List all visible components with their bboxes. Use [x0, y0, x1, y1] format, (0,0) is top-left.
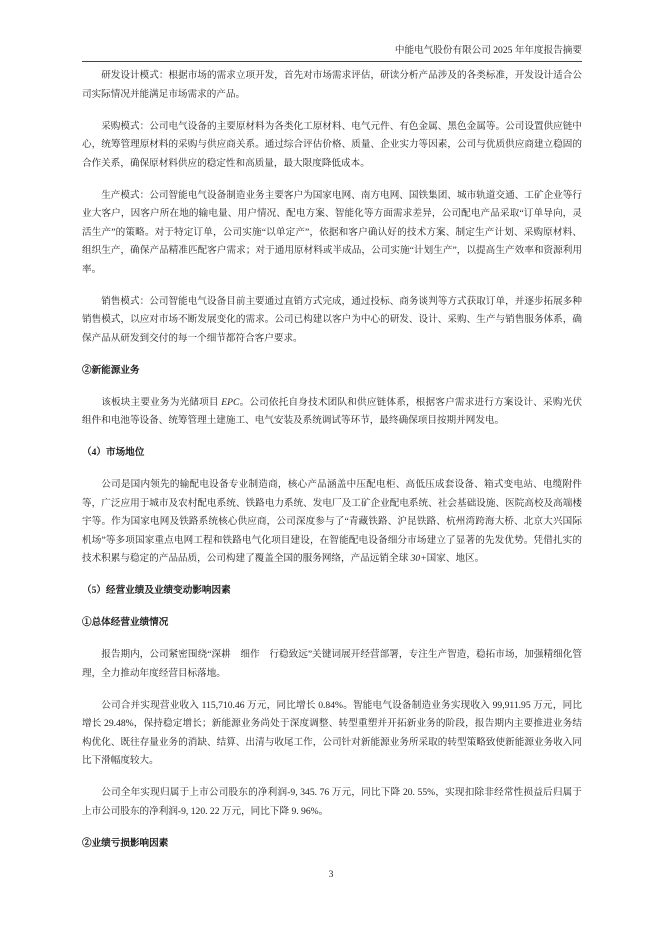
market-position-text-count: 30+ — [410, 553, 427, 564]
heading-overall-performance: ①总体经营业绩情况 — [82, 617, 169, 628]
heading-loss-factors: ②业绩亏损影响因素 — [82, 837, 169, 849]
paragraph-overall-intro: 报告期内，公司紧密围绕“深耕 细作 行稳致远”关键词展开经营部署，专注生产智造，稳拓市场，加强精细化管理，全力推动年度经营目标落地。 — [82, 649, 582, 679]
new-energy-text-end: 。公司依托自身技术团队和供应链体系，根据客户需求进行方案设计、采购光伏组件和电池等设备、统筹管理土建施工、电气安装及系统调试等环节，最终确保项目按期并网发电。 — [82, 396, 582, 426]
paragraph-rd-design-mode: 研发设计模式：根据市场的需求立项开发，首先对市场需求评估，研读分析产品涉及的各类标准，开发设计适合公司实际情况并能满足市场需求的产品。 — [82, 70, 582, 100]
heading-performance-factors: （5）经营业绩及业绩变动影响因素 — [82, 585, 231, 596]
paragraph-production-mode: 生产模式：公司智能电气设备制造业务主要客户为国家电网、南方电网、国铁集团、城市轨道交通、工矿企业等行业大客户，因客户所在地的输电量、用户情况、配电方案、智能化等方面需求差异，公司配电产品采取“订单导向，灵活生产”的策略。对于特定订单，公司实施“以单定产”，依据和客户确认好的技术方案、制定生产计划、采购原材料、组织生产，确保产品精准匹配客户需求；对于通用原材料或半成品，公司实施“计划生产”，以提高生产效率和资源利用率。 — [82, 189, 582, 275]
heading-new-energy-business: ②新能源业务 — [82, 364, 140, 376]
paragraph-revenue: 公司合并实现营业收入 115,710.46 万元，同比增长 0.84%。智能电气设备制造业务实现收入 99,911.95 万元，同比增长 29.48%，保持稳定增长；新能源业务尚处于深度调整、转型重塑并开拓新业务的阶段，报告期内主要推进业务结构优化、既往存量业务的消缺、结算、出清与收尾工作，公司针对新能源业务所采取的转型策略致使新能源业务收入同比下滑幅度较大。 — [82, 699, 582, 766]
paragraph-procurement-mode: 采购模式：公司电气设备的主要原材料为各类化工原材料、电气元件、有色金属、黑色金属等。公司设置供应链中心，统筹管理原材料的采购与供应商关系。通过综合评估价格、质量、企业实力等因素，公司与优质供应商建立稳固的合作关系，确保原材料供应的稳定性和高质量，最大限度降低成本。 — [82, 120, 582, 169]
paragraph-new-energy-business — [82, 394, 582, 431]
market-position-text-start: 公司是国内领先的输配电设备专业制造商，核心产品涵盖中压配电柜、高低压成套设备、箱式变电站、电缆附件等，广泛应用于城市及农村配电系统、铁路电力系统、发电厂及工矿企业配电系统、社会基础设施、医院高校及高端楼宇等。作为国家电网及铁路系统核心供应商，公司深度参与了“青藏铁路、沪昆铁路、杭州湾跨海大桥、北京大兴国际机场”等多项国家重点电网工程和铁路电气化项目建设，在智能配电设备细分市场建立了显著的先发优势。凭借扎实的技术积累与稳定的产品品质，公司构建了覆盖全国的服务网络，产品远销全球 — [82, 479, 582, 564]
new-energy-text-epc: EPC — [221, 396, 240, 408]
heading-market-position: （4）市场地位 — [82, 447, 145, 458]
page-header-title: 中能电气股份有限公司 2025 年年度报告摘要 — [394, 45, 582, 56]
market-position-text-end: 国家、地区。 — [426, 553, 485, 564]
new-energy-text-start: 该板块主要业务为光储项目 — [101, 396, 222, 408]
document-body — [82, 67, 582, 853]
paragraph-sales-mode: 销售模式：公司智能电气设备目前主要通过直销方式完成，通过投标、商务谈判等方式获取订单，并逐步拓展多种销售模式，以应对市场不断发展变化的需求。公司已构建以客户为中心的研发、设计、采购、生产与销售服务体系，确保产品从研发到交付的每一个细节都符合客户要求。 — [82, 295, 582, 344]
paragraph-market-position — [82, 476, 582, 569]
page-number: 3 — [328, 869, 334, 880]
header-rule — [82, 61, 582, 62]
paragraph-net-profit: 公司全年实现归属于上市公司股东的净利润-9, 345. 76 万元，同比下降 20. 55%，实现扣除非经常性损益后归属于上市公司股东的净利润-9, 120. 22 万元，同比下降 9. 96%。 — [82, 787, 582, 817]
